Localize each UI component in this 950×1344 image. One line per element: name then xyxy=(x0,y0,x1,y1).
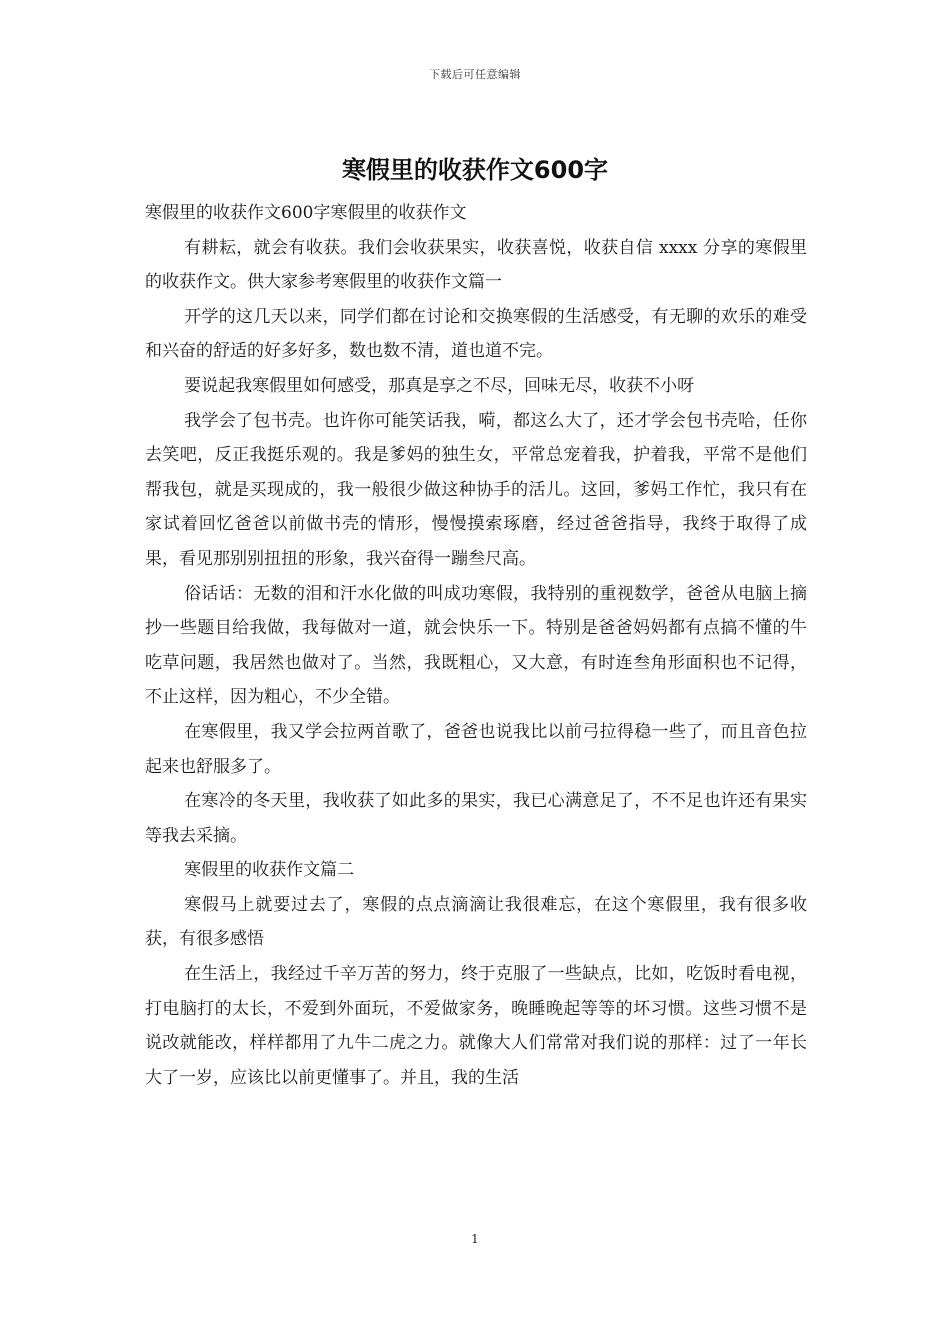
paragraph: 俗话话：无数的泪和汗水化做的叫成功寒假，我特别的重视数学，爸爸从电脑上摘抄一些题目给我做，我每做对一道，就会快乐一下。特别是爸爸妈妈都有点搞不懂的牛吃草问题，我居然也做对了。当然，我既粗心，又大意，有时连叁角形面积也不记得，不止这样，因为粗心，不少全错。 xyxy=(145,583,807,708)
paragraph: 有耕耘，就会有收获。我们会收获果实，收获喜悦，收获自信 xxxx 分享的寒假里的收获作文。供大家参考寒假里的收获作文篇一 xyxy=(145,237,807,293)
paragraph: 在生活上，我经过千辛万苦的努力，终于克服了一些缺点，比如，吃饭时看电视，打电脑打的太长，不爱到外面玩，不爱做家务，晚睡晚起等等的坏习惯。这些习惯不是说改就能改，样样都用了九牛二虎之力。就像大人们常常对我们说的那样：过了一年长大了一岁，应该比以前更懂事了。并且，我的生活 xyxy=(145,964,807,1088)
document-body xyxy=(145,196,807,1095)
paragraph: 我学会了包书壳。也许你可能笑话我，嗬，都这么大了，还才学会包书壳哈，任你去笑吧，反正我挺乐观的。我是爹妈的独生女，平常总宠着我，护着我，平常不是他们帮我包，就是买现成的，我一般很少做这种协手的活儿。这回，爹妈工作忙，我只有在家试着回忆爸爸以前做书壳的情形，慢慢摸索琢磨，经过爸爸指导，我终于取得了成果，看见那别别扭扭的形象，我兴奋得一蹦叁尺高。 xyxy=(145,410,807,569)
paragraph: 要说起我寒假里如何感受，那真是享之不尽，回味无尽，收获不小呀 xyxy=(184,375,695,396)
document-title: 寒假里的收获作文600字 xyxy=(341,156,609,184)
paragraph: 在寒冷的冬天里，我收获了如此多的果实，我已心满意足了，不不足也许还有果实等我去采摘。 xyxy=(145,791,807,846)
paragraph-subtitle: 寒假里的收获作文600字寒假里的收获作文 xyxy=(145,203,467,223)
paragraph: 在寒假里，我又学会拉两首歌了，爸爸也说我比以前弓拉得稳一些了，而且音色拉起来也舒服多了。 xyxy=(145,721,807,777)
page-number: 1 xyxy=(471,1232,479,1246)
header-note: 下载后可任意编辑 xyxy=(429,68,521,81)
paragraph: 寒假马上就要过去了，寒假的点点滴滴让我很难忘，在这个寒假里，我有很多收获，有很多感悟 xyxy=(145,894,807,950)
paragraph: 开学的这几天以来，同学们都在讨论和交换寒假的生活感受，有无聊的欢乐的难受和兴奋的舒适的好多好多，数也数不清，道也道不完。 xyxy=(145,306,807,362)
section-heading: 寒假里的收获作文篇二 xyxy=(184,860,355,881)
